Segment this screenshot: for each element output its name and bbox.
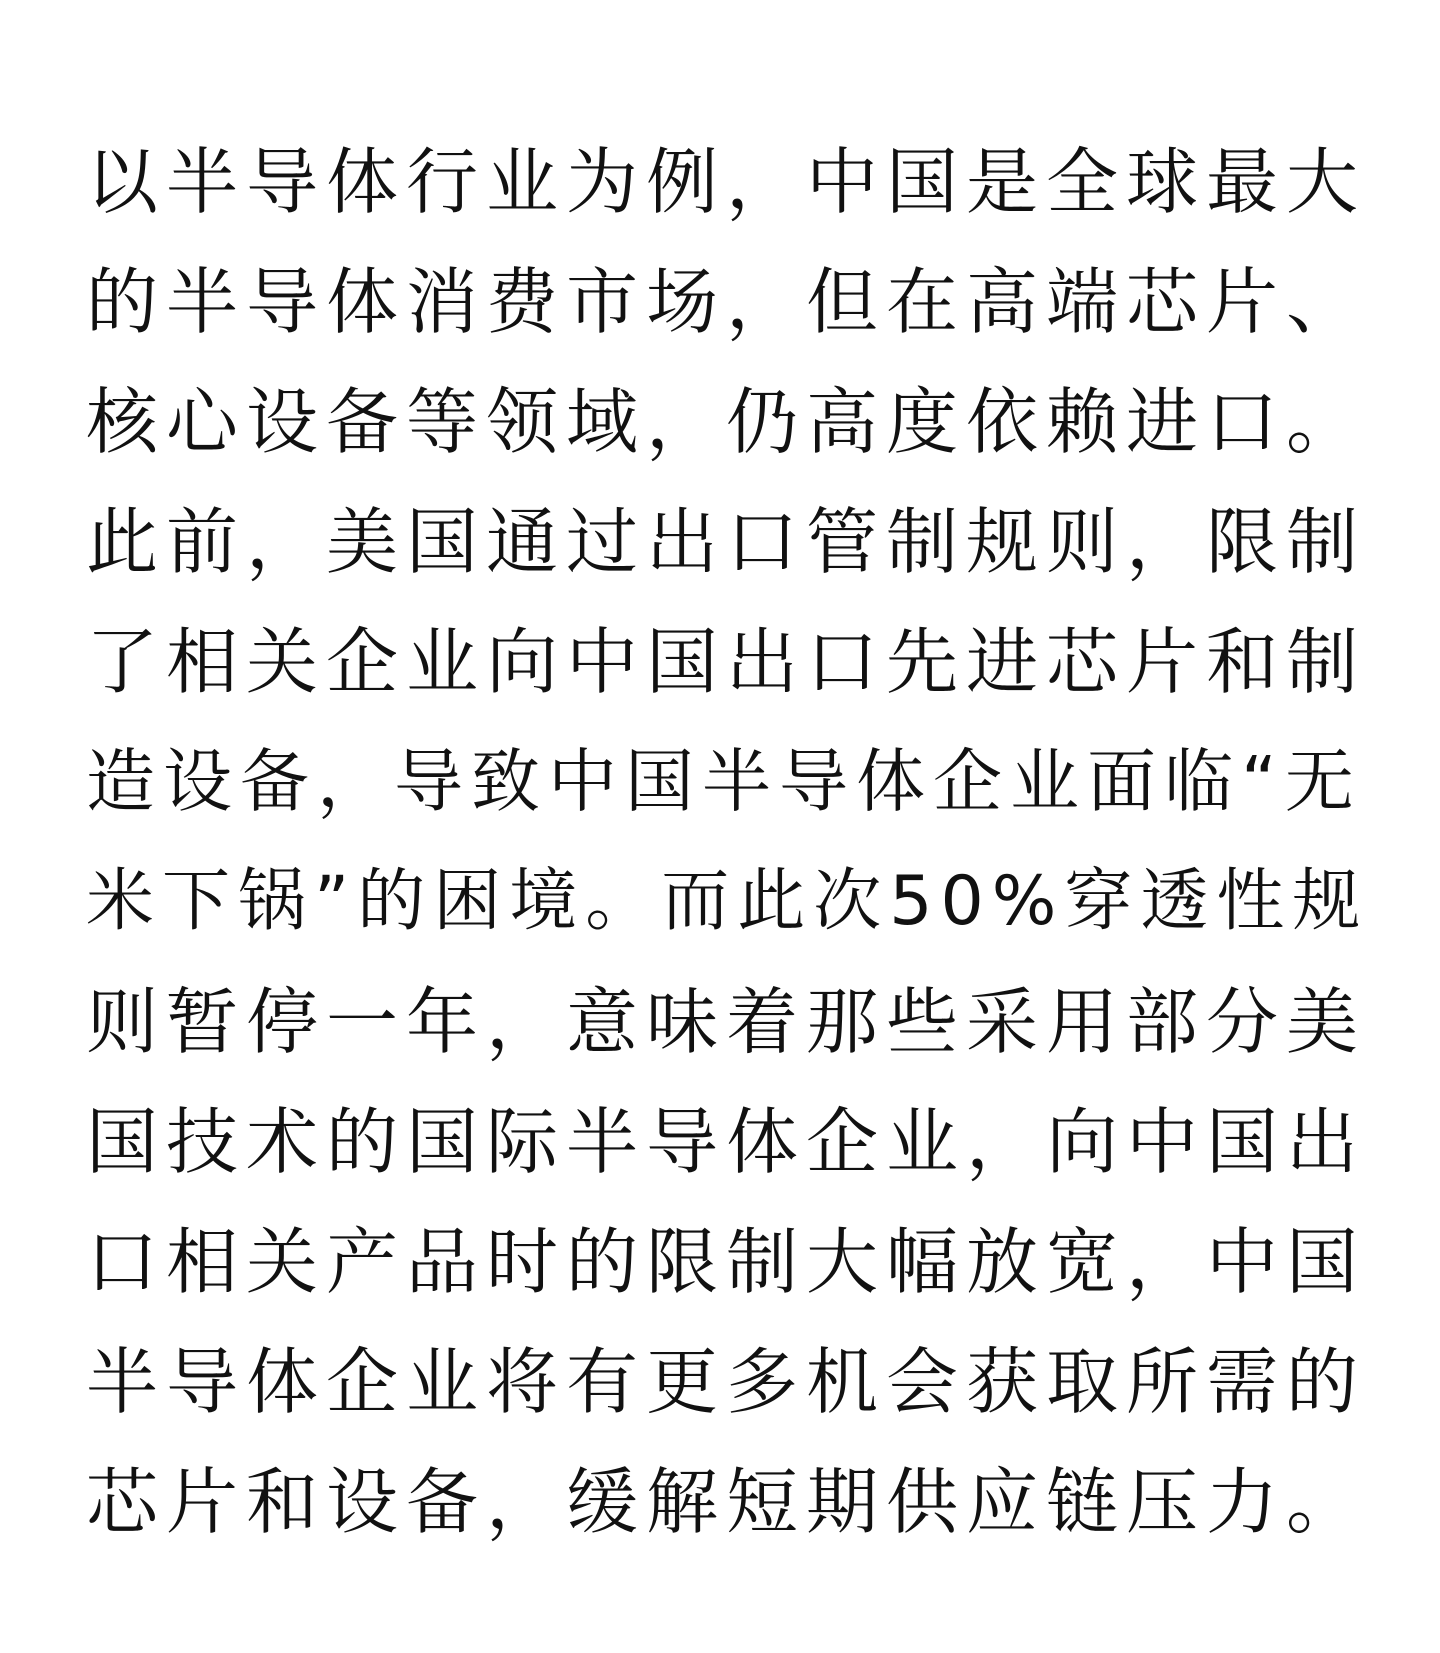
text-line: 则暂停一年，意味着那些采用部分美 [86,980,1367,1064]
text-line: 米下锅”的困境。而此次50%穿透性规 [86,862,1369,941]
text-line: 国技术的国际半导体企业，向中国出 [86,1100,1367,1184]
text-line: 核心设备等领域，仍高度依赖进口。 [86,380,1367,464]
text-line: 以半导体行业为例，中国是全球最大 [86,140,1367,224]
text-line: 造设备，导致中国半导体企业面临“无 [86,742,1362,822]
text-line: 了相关企业向中国出口先进芯片和制 [86,620,1367,704]
text-line: 此前，美国通过出口管制规则，限制 [86,500,1367,584]
text-line: 口相关产品时的限制大幅放宽，中国 [86,1220,1367,1304]
text-line: 芯片和设备，缓解短期供应链压力。 [86,1460,1367,1544]
article-body [86,122,1376,1562]
text-line: 的半导体消费市场，但在高端芯片、 [86,260,1367,344]
text-line: 半导体企业将有更多机会获取所需的 [86,1340,1367,1424]
